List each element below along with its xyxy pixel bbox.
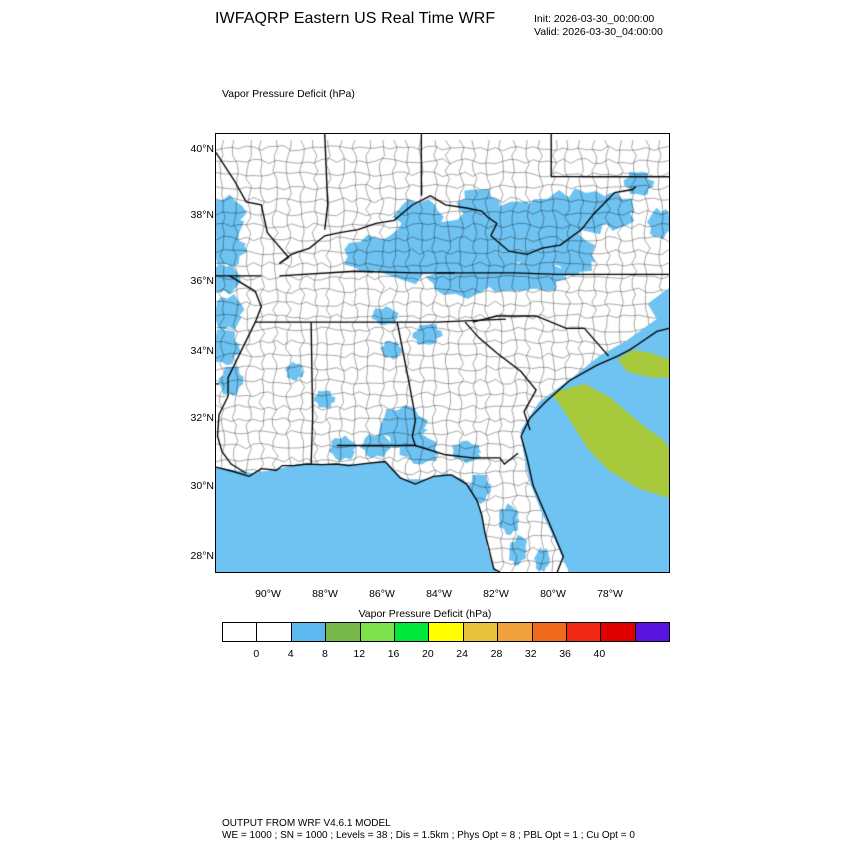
colorbar-tick-20: 20 xyxy=(422,648,434,660)
colorbar-swatch-8 xyxy=(498,623,532,641)
colorbar-swatch-7 xyxy=(464,623,498,641)
colorbar-tick-12: 12 xyxy=(353,648,366,660)
lon-label-88W: 88°W xyxy=(312,588,338,600)
lon-label-82W: 82°W xyxy=(483,588,509,600)
valid-time-label: Valid: 2026-03-30_04:00:00 xyxy=(534,26,663,38)
footer-config-line: WE = 1000 ; SN = 1000 ; Levels = 38 ; Dis = 1.5km ; Phys Opt = 8 ; PBL Opt = 1 ; Cu Opt = 0 xyxy=(222,830,635,841)
colorbar-tick-40: 40 xyxy=(593,648,606,660)
colorbar-swatch-3 xyxy=(326,623,360,641)
colorbar-tick-8: 8 xyxy=(322,648,328,660)
colorbar-swatch-12 xyxy=(636,623,669,641)
colorbar-ticks xyxy=(222,648,670,662)
colorbar-swatch-5 xyxy=(395,623,429,641)
footer-model-line: OUTPUT FROM WRF V4.6.1 MODEL xyxy=(222,818,391,829)
lon-label-80W: 80°W xyxy=(540,588,566,600)
colorbar-swatch-6 xyxy=(429,623,463,641)
colorbar xyxy=(222,622,670,642)
colorbar-swatch-1 xyxy=(257,623,291,641)
page-title: IWFAQRP Eastern US Real Time WRF xyxy=(215,10,496,27)
colorbar-tick-24: 24 xyxy=(456,648,468,660)
colorbar-tick-36: 36 xyxy=(559,648,571,660)
colorbar-swatch-11 xyxy=(601,623,635,641)
colorbar-tick-16: 16 xyxy=(387,648,400,660)
colorbar-swatch-10 xyxy=(567,623,601,641)
colorbar-tick-4: 4 xyxy=(287,648,294,660)
map-plot-area xyxy=(215,133,670,573)
colorbar-swatch-9 xyxy=(533,623,567,641)
init-time-label: Init: 2026-03-30_00:00:00 xyxy=(534,13,655,25)
lon-label-90W: 90°W xyxy=(255,588,281,600)
lon-label-78W: 78°W xyxy=(597,588,623,600)
colorbar-tick-28: 28 xyxy=(490,648,503,660)
colorbar-swatch-2 xyxy=(292,623,326,641)
lat-label-28N: 28°N xyxy=(190,550,214,562)
colorbar-tick-32: 32 xyxy=(524,648,537,660)
colorbar-tick-0: 0 xyxy=(253,648,260,660)
map-canvas xyxy=(216,134,669,572)
colorbar-swatch-0 xyxy=(223,623,257,641)
lat-label-36N: 36°N xyxy=(190,275,214,287)
lat-label-32N: 32°N xyxy=(190,412,214,424)
lat-label-30N: 30°N xyxy=(190,480,214,492)
lat-label-40N: 40°N xyxy=(190,143,214,155)
lat-label-34N: 34°N xyxy=(190,345,214,357)
lon-label-86W: 86°W xyxy=(369,588,395,600)
colorbar-title: Vapor Pressure Deficit (hPa) xyxy=(358,608,492,620)
colorbar-swatch-4 xyxy=(361,623,395,641)
plot-subtitle: Vapor Pressure Deficit (hPa) xyxy=(222,88,355,100)
lon-label-84W: 84°W xyxy=(426,588,452,600)
lat-label-38N: 38°N xyxy=(190,209,214,221)
